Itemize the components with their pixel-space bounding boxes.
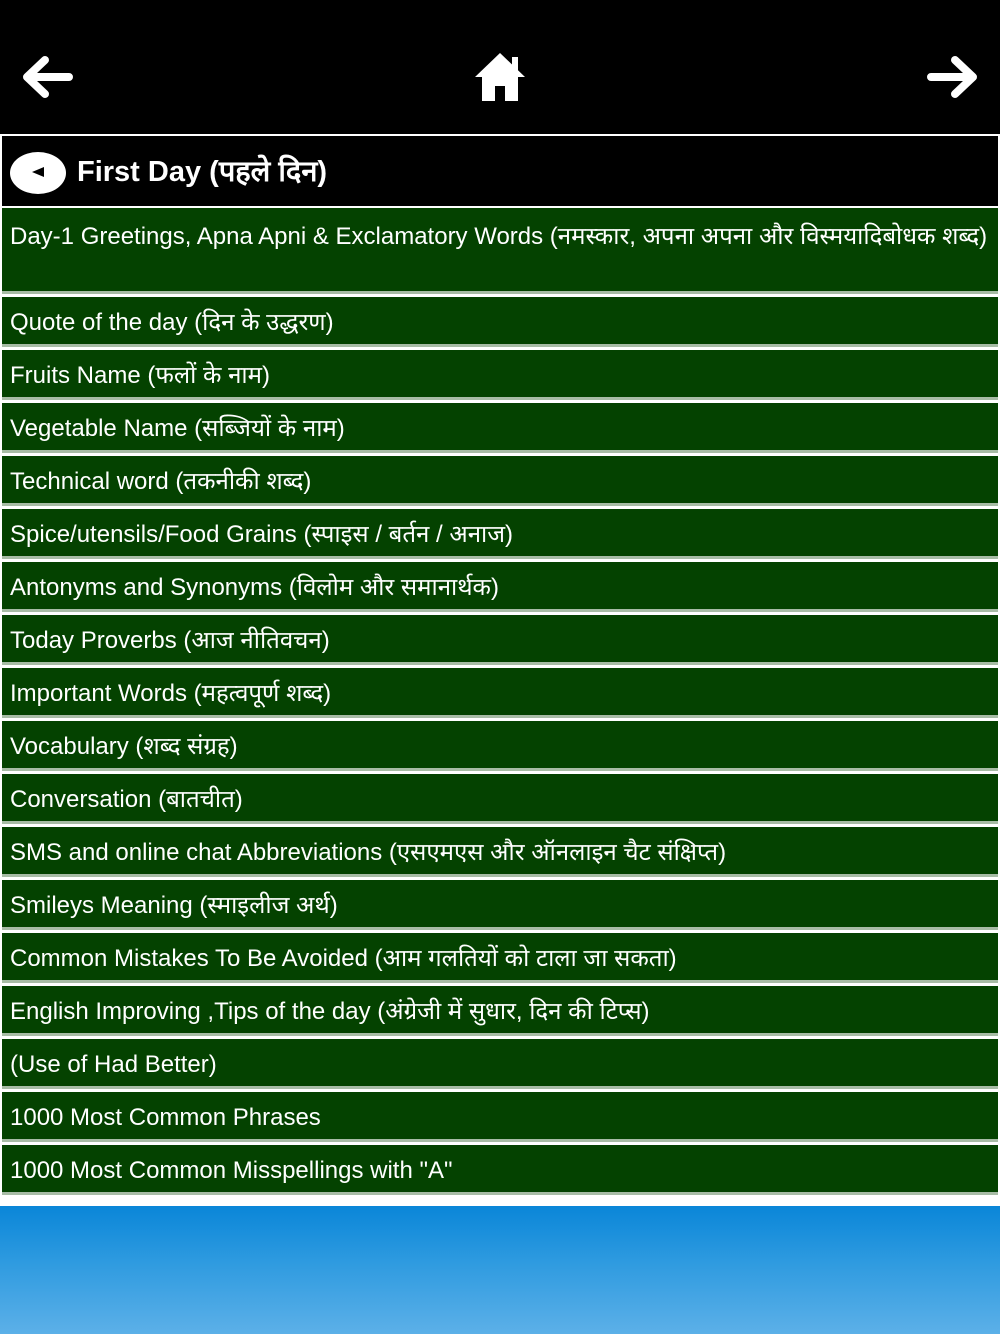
triangle-left-icon — [32, 167, 44, 177]
list-item[interactable]: (Use of Had Better) — [2, 1039, 998, 1089]
list-item[interactable]: 1000 Most Common Misspellings with "A" — [2, 1145, 998, 1195]
home-button[interactable] — [465, 42, 535, 112]
list-item[interactable]: Technical word (तकनीकी शब्द) — [2, 456, 998, 506]
section-title: First Day (पहले दिन) — [77, 156, 328, 188]
list-item[interactable]: Antonyms and Synonyms (विलोम और समानार्थक) — [2, 562, 998, 612]
list-item[interactable]: SMS and online chat Abbreviations (एसएमएस और ऑनलाइन चैट संक्षिप्त) — [2, 827, 998, 877]
topic-list — [0, 208, 1000, 1195]
home-icon — [472, 50, 528, 104]
list-item[interactable]: Important Words (महत्वपूर्ण शब्द) — [2, 668, 998, 718]
list-item[interactable]: Spice/utensils/Food Grains (स्पाइस / बर्तन / अनाज) — [2, 509, 998, 559]
collapse-icon[interactable] — [10, 152, 66, 194]
list-item[interactable]: Fruits Name (फलों के नाम) — [2, 350, 998, 400]
list-item[interactable]: Quote of the day (दिन के उद्धरण) — [2, 297, 998, 347]
list-item[interactable]: Vegetable Name (सब्जियों के नाम) — [2, 403, 998, 453]
list-item[interactable]: Smileys Meaning (स्माइलीज अर्थ) — [2, 880, 998, 930]
content-panel — [0, 134, 1000, 1206]
top-navigation-bar — [0, 0, 1000, 134]
section-header[interactable] — [2, 136, 998, 206]
list-item[interactable]: Day-1 Greetings, Apna Apni & Exclamatory Words (नमस्कार, अपना अपना और विस्मयादिबोधक शब्द) — [2, 208, 998, 294]
bottom-banner-area — [0, 1206, 1000, 1334]
list-item[interactable]: 1000 Most Common Phrases — [2, 1092, 998, 1142]
list-item[interactable]: Today Proverbs (आज नीतिवचन) — [2, 615, 998, 665]
arrow-right-icon — [927, 54, 979, 100]
back-button[interactable] — [12, 42, 82, 112]
list-item[interactable]: Common Mistakes To Be Avoided (आम गलतियों को टाला जा सकता) — [2, 933, 998, 983]
list-item[interactable]: Conversation (बातचीत) — [2, 774, 998, 824]
forward-button[interactable] — [918, 42, 988, 112]
list-item[interactable]: Vocabulary (शब्द संग्रह) — [2, 721, 998, 771]
list-item[interactable]: English Improving ,Tips of the day (अंग्रेजी में सुधार, दिन की टिप्स) — [2, 986, 998, 1036]
arrow-left-icon — [21, 54, 73, 100]
